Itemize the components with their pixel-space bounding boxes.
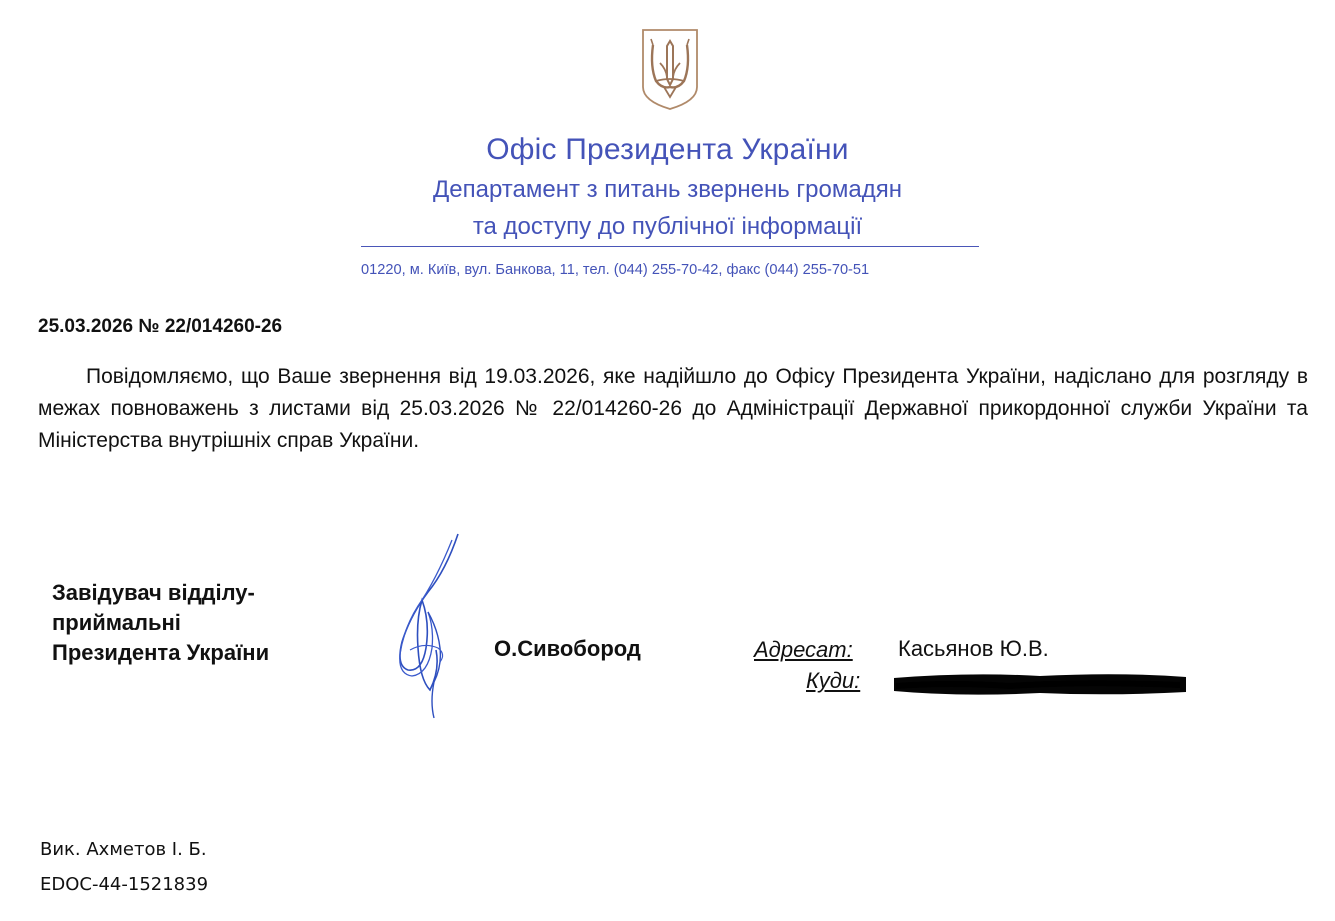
signer-name: О.Сивобород [494,636,641,661]
tryzub-coat-of-arms-icon [640,27,700,111]
signer-position-line3: Президента України [52,640,270,665]
office-address: 01220, м. Київ, вул. Банкова, 11, тел. (044) 255-70-42, факс (044) 255-70-51 [361,262,870,278]
redacted-address [890,668,1190,698]
handwritten-signature-icon [388,530,478,722]
edoc-number: EDOC-44-1521839 [40,874,209,895]
addressee-name: Касьянов Ю.В. [898,636,1049,661]
letter-body-paragraph: Повідомляємо, що Ваше звернення від 19.03.2026, яке надійшло до Офісу Президента України, надіслано для розгляду в межах повноважень з листами від 25.03.2026 № 22/014260-26 до Адміністрації Державної прикордонної служби України та Міністерства внутрішніх справ України. [38,365,1308,452]
department-title-line1: Департамент з питань звернень громадян [433,176,902,203]
signer-position [52,578,269,668]
header-divider [361,246,979,247]
office-title: Офіс Президента України [486,133,849,166]
destination-label: Куди: [806,668,861,693]
signer-position-line2: приймальні [52,610,181,635]
department-title-line2: та доступу до публічної інформації [472,213,863,240]
registration-number: 25.03.2026 № 22/014260-26 [38,316,283,337]
signer-position-line1: Завідувач відділу- [52,580,255,605]
executor-note: Вик. Ахметов І. Б. [40,839,207,860]
addressee-label: Адресат: [754,637,853,662]
